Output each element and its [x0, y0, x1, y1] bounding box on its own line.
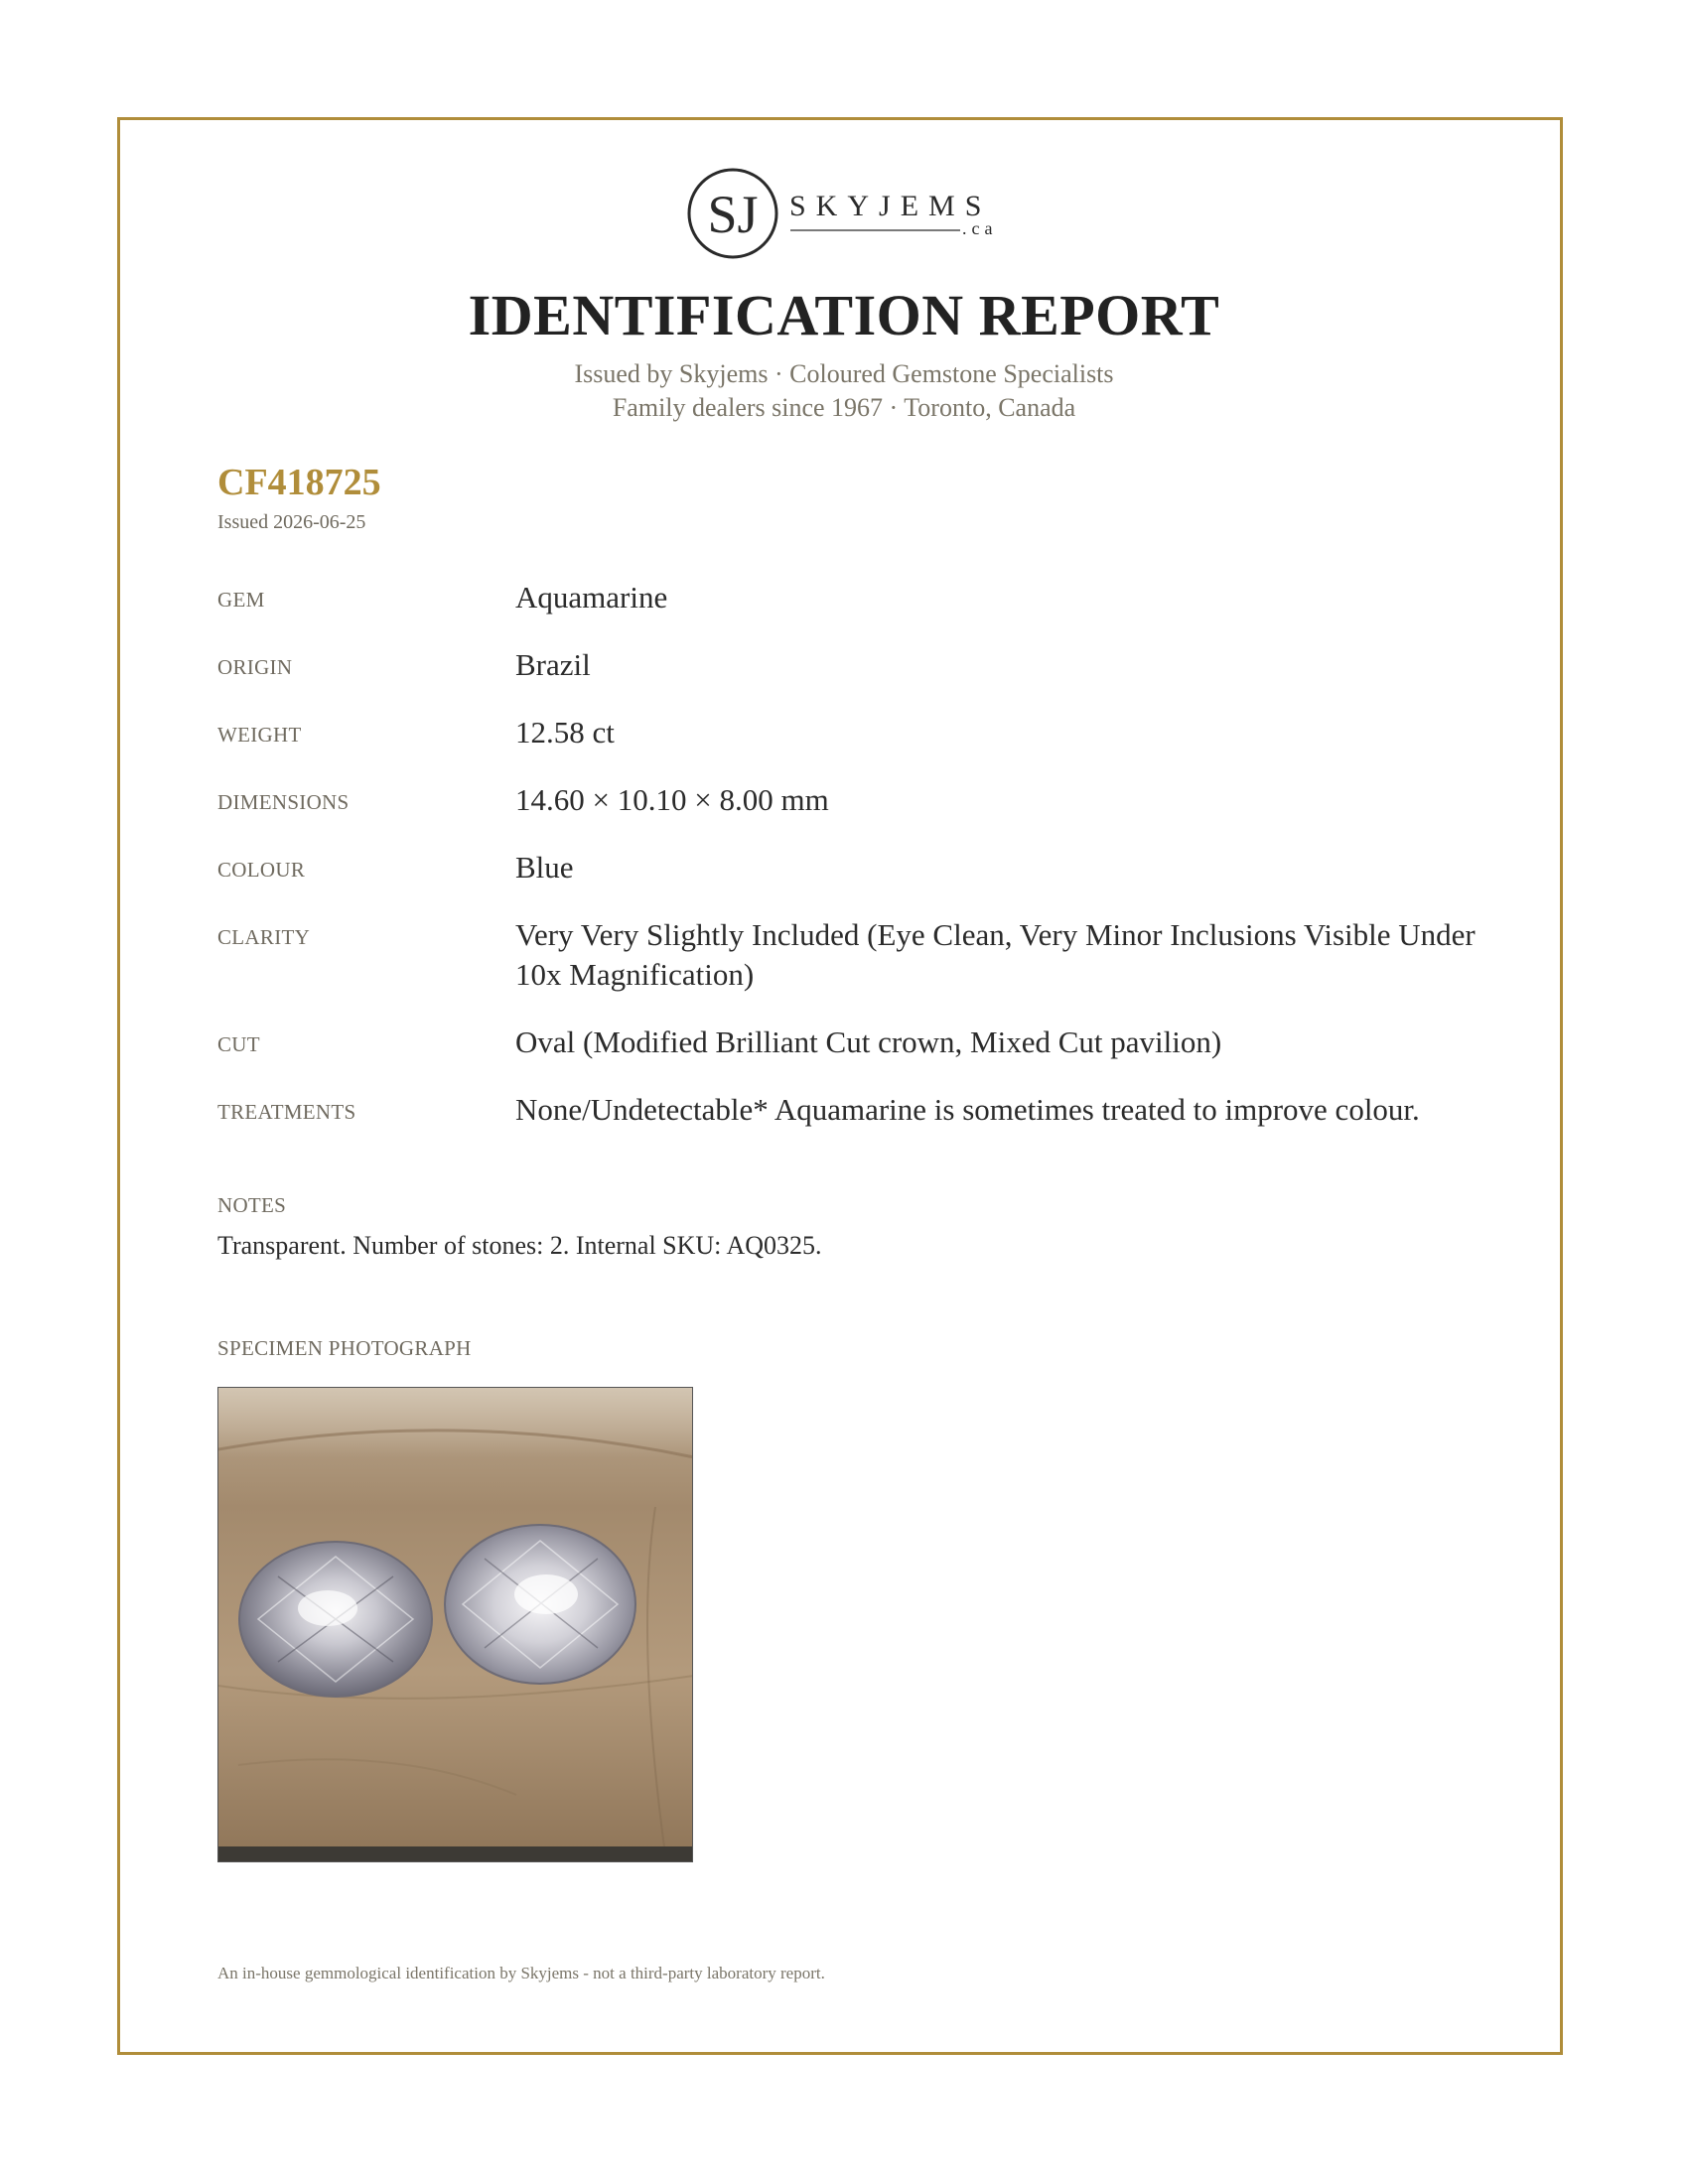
- logo-monogram: SJ: [707, 185, 759, 244]
- issue-date: Issued 2026-06-25: [217, 511, 366, 533]
- field-label: DIMENSIONS: [217, 790, 350, 814]
- field-value: Very Very Slightly Included (Eye Clean, Very Minor Inclusions Visible Under 10x Magnification): [515, 917, 1476, 992]
- report-number: CF418725: [217, 462, 381, 503]
- field-label: TREATMENTS: [217, 1100, 356, 1124]
- issuer-line: Issued by Skyjems · Coloured Gemstone Specialists: [574, 359, 1114, 388]
- field-label: WEIGHT: [217, 723, 302, 747]
- logo-suffix: .ca: [962, 218, 998, 238]
- report-title: IDENTIFICATION REPORT: [468, 283, 1220, 347]
- field-label: CUT: [217, 1032, 260, 1056]
- field-value: None/Undetectable* Aquamarine is sometimes treated to improve colour.: [515, 1092, 1420, 1127]
- field-value: 14.60 × 10.10 × 8.00 mm: [515, 782, 829, 817]
- field-value: Aquamarine: [515, 580, 668, 614]
- photo-label: SPECIMEN PHOTOGRAPH: [217, 1336, 472, 1360]
- field-label: COLOUR: [217, 858, 306, 882]
- field-value: Oval (Modified Brilliant Cut crown, Mixed Cut pavilion): [515, 1024, 1222, 1059]
- field-value: 12.58 ct: [515, 715, 615, 750]
- notes-label: NOTES: [217, 1193, 287, 1217]
- field-value: Brazil: [515, 647, 591, 682]
- skyjems-logo: [685, 165, 1013, 264]
- disclaimer-footer: An in-house gemmological identification by Skyjems - not a third-party laboratory report.: [217, 1964, 825, 1982]
- field-label: ORIGIN: [217, 655, 293, 679]
- field-label: GEM: [217, 588, 265, 612]
- specimen-photo: [217, 1387, 693, 1862]
- notes-text: Transparent. Number of stones: 2. Internal SKU: AQ0325.: [217, 1231, 822, 1260]
- field-value: Blue: [515, 850, 574, 885]
- field-label: CLARITY: [217, 925, 311, 949]
- logo-wordmark: SKYJEMS: [789, 190, 992, 222]
- dealer-line: Family dealers since 1967 · Toronto, Canada: [612, 393, 1076, 422]
